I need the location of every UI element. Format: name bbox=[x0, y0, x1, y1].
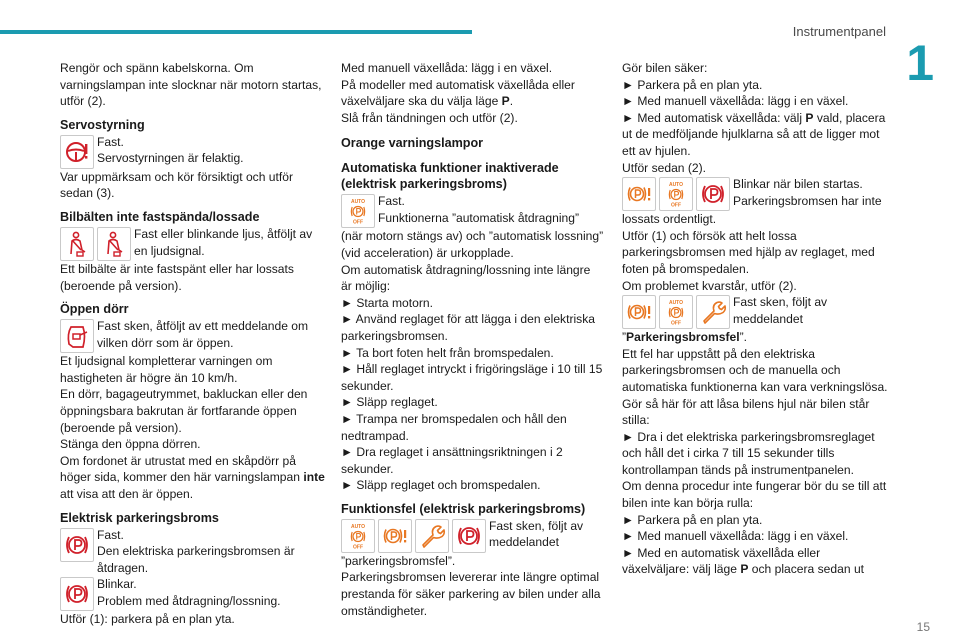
parking-brake-icon bbox=[452, 519, 486, 553]
col2-p1: Med manuell växellåda: lägg i en växel. bbox=[341, 61, 553, 75]
step-list-item: ► Starta motorn. bbox=[341, 295, 433, 310]
seatbelt-icon bbox=[60, 227, 94, 261]
epb-heading: Elektrisk parkeringsbroms bbox=[60, 510, 219, 525]
service-wrench-icon bbox=[696, 295, 730, 329]
fault2-block bbox=[622, 294, 888, 329]
fault2-after: Ett fel har uppstått på den elektriska parkeringsbromsen och de manuella och automatiska funktionerna kan vara verkningslösa. bbox=[622, 346, 888, 394]
parking-brake-blink-icon bbox=[60, 577, 94, 611]
step-list-item: ► Parkera på en plan yta. bbox=[622, 77, 763, 92]
fault-heading: Funktionsfel (elektrisk parkeringsbroms) bbox=[341, 501, 586, 516]
step-list-item: ► Parkera på en plan yta. bbox=[622, 512, 763, 527]
steering-heading: Servostyrning bbox=[60, 117, 145, 132]
epb-text-1: Fast. Den elektriska parkeringsbromsen är åtdragen. bbox=[97, 527, 295, 575]
step-list-item: ► Ta bort foten helt från bromspedalen. bbox=[341, 345, 554, 360]
belts-after: Ett bilbälte är inte fastspänt eller har lossats (beroende på version). bbox=[60, 261, 294, 293]
fault2-text: Fast sken, följt av meddelandet bbox=[733, 295, 828, 326]
parking-brake-icon bbox=[60, 528, 94, 562]
blink-after-2: Utför (1) och försök att helt lossa parkeringsbromsen med hjälp av reglaget, med foten på bromspedalen. bbox=[622, 228, 875, 276]
page-number: 15 bbox=[916, 620, 930, 634]
belts-block bbox=[60, 226, 325, 261]
auto-heading: Automatiska funktioner inaktiverade (elektrisk parkeringsbroms) bbox=[341, 161, 559, 192]
step-list-item: ► Dra reglaget i ansättningsriktningen i 2 sekunder. bbox=[341, 445, 563, 476]
column-1 bbox=[60, 60, 325, 628]
step-list-item: ► Med manuell växellåda: lägg i en växel. bbox=[622, 94, 849, 109]
fault-text: Fast sken, följt av meddelandet bbox=[489, 518, 584, 550]
belts-heading: Bilbälten inte fastspända/lossade bbox=[60, 209, 260, 224]
steering-block bbox=[60, 134, 325, 169]
door-after-3: Stänga den öppna dörren. bbox=[60, 437, 201, 452]
steering-text: Fast. Servostyrningen är felaktig. bbox=[97, 134, 244, 166]
fault-block bbox=[341, 518, 604, 553]
steering-after: Var uppmärksam och kör försiktigt och utför sedan (3). bbox=[60, 169, 294, 201]
door-text: Fast sken, åtföljt av ett meddelande om vilken dörr som är öppen. bbox=[97, 319, 309, 350]
fault2-message: ”Parkeringsbromsfel”. bbox=[622, 330, 748, 345]
step-list-item: ► Släpp reglaget. bbox=[341, 395, 438, 410]
chapter-number: 1 bbox=[906, 35, 934, 91]
door-after-4: Om fordonet är utrustat med en skåpdörr på höger sida, kommer den här varningslampan inte att visa att den är öppen. bbox=[60, 453, 325, 501]
safe-intro: Gör bilen säker: bbox=[622, 61, 708, 75]
step-list-item: ► Dra i det elektriska parkeringsbromsreglaget och håll det i cirka 7 till 15 sekunder tills kontrollampan tänds på instrumentpanelen. bbox=[622, 429, 875, 477]
auto-after: (när motorn stängs av) och ”automatisk lossning” (vid acceleration) är urkopplade. bbox=[341, 229, 604, 260]
step-list-item: ► Med manuell växellåda: lägg i en växel. bbox=[622, 529, 849, 544]
epb-block-2 bbox=[60, 576, 325, 611]
lock-after: Om denna procedur inte fungerar bör du se till att bilen inte kan börja rulla: bbox=[622, 479, 887, 511]
auto-text: Fast. Funktionerna ”automatisk åtdragning” bbox=[378, 194, 579, 225]
orange-heading: Orange varningslampor bbox=[341, 136, 484, 151]
auto-off-icon bbox=[341, 519, 375, 553]
auto-block bbox=[341, 193, 604, 228]
open-door-icon bbox=[60, 319, 94, 353]
column-2 bbox=[341, 60, 604, 619]
blink-block bbox=[622, 176, 888, 211]
section-title: Instrumentpanel bbox=[792, 24, 886, 39]
auto-condition: Om automatisk åtdragning/lossning inte längre är möjlig: bbox=[341, 262, 591, 294]
belts-text: Fast eller blinkande ljus, åtföljt av en ljudsignal. bbox=[134, 226, 313, 258]
blink-after-1: lossats ordentligt. bbox=[622, 212, 717, 227]
header-accent-bar bbox=[0, 30, 472, 34]
door-after-1: Et ljudsignal kompletterar varningen om hastigheten är högre än 10 km/h. bbox=[60, 354, 273, 385]
auto-off-icon bbox=[659, 177, 693, 211]
col2-p2: På modeller med automatisk växellåda eller växelväljare ska du välja läge P. bbox=[341, 77, 575, 109]
epb-block-1 bbox=[60, 527, 325, 577]
brake-fault-icon bbox=[622, 295, 656, 329]
fault-after-2: Parkeringsbromsen levererar inte längre optimal prestanda för säker parkering av bilen under alla omständigheter. bbox=[341, 570, 601, 618]
step-list-item: ► Använd reglaget för att lägga i den elektriska parkeringsbromsen. bbox=[341, 312, 595, 343]
step-list-item: ► Trampa ner bromspedalen och håll den nedtrampad. bbox=[341, 411, 567, 443]
auto-off-icon bbox=[341, 194, 375, 228]
fault-after-1: ”parkeringsbromsfel”. bbox=[341, 553, 456, 568]
col2-p3: Slå från tändningen och utför (2). bbox=[341, 110, 518, 125]
step-list-item: ► Med en automatisk växellåda eller växelväljare: välj läge P och placera sedan ut bbox=[622, 545, 865, 577]
lock-intro: Gör så här för att låsa bilens hjul när bilen står stilla: bbox=[622, 396, 870, 428]
step-list-item: ► Håll reglaget intryckt i frigöringsläge i 10 till 15 sekunder. bbox=[341, 362, 603, 393]
steering-warning-icon bbox=[60, 135, 94, 169]
step-list-item: ► Med automatisk växellåda: välj P vald, placera ut de medföljande hjulklarna så att de ligger mot ett av hjulen. bbox=[622, 110, 886, 158]
auto-off-icon bbox=[659, 295, 693, 329]
brake-fault-icon bbox=[378, 519, 412, 553]
brake-fault-icon bbox=[622, 177, 656, 211]
seatbelt-rear-icon bbox=[97, 227, 131, 261]
blink-after-3: Om problemet kvarstår, utför (2). bbox=[622, 278, 797, 293]
intro-text: Rengör och spänn kabelskorna. Om varningslampan inte slocknar när motorn startas, utför (2). bbox=[60, 61, 322, 109]
parking-brake-icon bbox=[696, 177, 730, 211]
service-wrench-icon bbox=[415, 519, 449, 553]
door-heading: Öppen dörr bbox=[60, 302, 129, 317]
epb-text-2: Blinkar. Problem med åtdragning/lossning. bbox=[97, 577, 281, 608]
column-3 bbox=[622, 60, 888, 578]
step-list-item: ► Släpp reglaget och bromspedalen. bbox=[341, 478, 541, 493]
then-text: Utför sedan (2). bbox=[622, 160, 707, 175]
door-block bbox=[60, 318, 325, 353]
blink-text: Blinkar när bilen startas. Parkeringsbromsen har inte bbox=[733, 177, 882, 208]
epb-after: Utför (1): parkera på en plan yta. bbox=[60, 612, 235, 627]
door-after-2: En dörr, bagageutrymmet, bakluckan eller den öppningsbara bakrutan är fortfarande öppen (beroende på version). bbox=[60, 387, 308, 435]
